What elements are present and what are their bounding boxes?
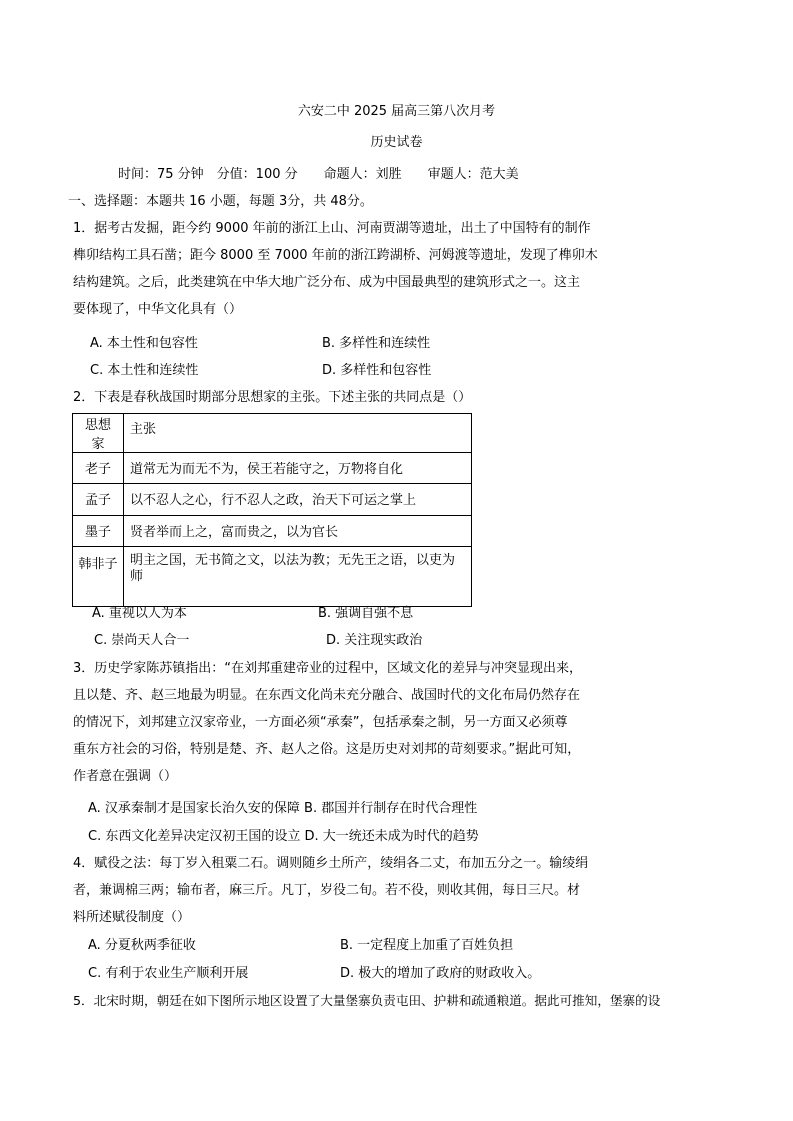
- q1-line-3: 结构建筑。之后，此类建筑在中华大地广泛分布、成为中国最典型的建筑形式之一。这主: [73, 275, 581, 290]
- table-row: [73, 484, 472, 516]
- table-cell-claim: [124, 547, 472, 607]
- q3-line-2: 且以楚、齐、赵三地最为明显。在东西文化尚未充分融合、战国时代的文化布局仍然存在: [73, 688, 581, 703]
- q1-option-c: C. 本土性和连续性: [90, 363, 199, 378]
- q3-options-cd: C. 东西文化差异决定汉初王国的设立 D. 大一统还未成为时代的趋势: [88, 829, 479, 844]
- q1-line-2: 榫卯结构工具石凿；距今 8000 至 7000 年前的浙江跨湖桥、河姆渡等遗址，发现了榫卯木: [73, 248, 598, 263]
- q3-line-1: 3．历史学家陈苏镇指出：“在刘邦重建帝业的过程中，区域文化的差异与冲突显现出来，: [73, 661, 583, 676]
- q2-option-b: B. 强调自强不息: [318, 606, 414, 621]
- table-cell-thinker: 老子: [73, 453, 124, 484]
- table-row: [73, 547, 472, 607]
- table-cell-thinker: 韩非子: [73, 547, 124, 607]
- table-header-row: [73, 414, 472, 453]
- section-heading: 一、选择题：本题共 16 小题，每题 3分，共 48分。: [68, 194, 373, 209]
- q1-option-a: A. 本土性和包容性: [90, 336, 198, 351]
- q4-option-b: B. 一定程度上加重了百姓负担: [340, 938, 514, 953]
- q1-line-4: 要体现了，中华文化具有（）: [73, 302, 243, 317]
- q2-option-a: A. 重视以人为本: [92, 606, 187, 621]
- q3-line-3: 的情况下，刘邦建立汉家帝业，一方面必须“承秦”，包括承秦之制，另一方面又必须尊: [73, 715, 568, 730]
- table-row: [73, 453, 472, 484]
- exam-title: 六安二中 2025 届高三第八次月考: [297, 104, 496, 119]
- q2-option-d: D. 关注现实政治: [326, 633, 423, 648]
- q4-option-c: C. 有利于农业生产顺利开展: [88, 966, 249, 981]
- q1-option-d: D. 多样性和包容性: [322, 363, 432, 378]
- q4-line-1: 4．赋役之法：每丁岁入租粟二石。调则随乡土所产，绫绢各二丈，布加五分之一。输绫绢: [73, 856, 589, 871]
- table-cell-claim: 贤者举而上之，富而贵之，以为官长: [124, 516, 472, 547]
- q2-stem: 2．下表是春秋战国时期部分思想家的主张。下述主张的共同点是（）: [73, 390, 472, 405]
- q4-option-d: D. 极大的增加了政府的财政收入。: [340, 966, 541, 981]
- table-header-cell: 主张: [124, 414, 472, 453]
- thinkers-table: [72, 413, 472, 607]
- table-cell-claim: 道常无为而无不为，侯王若能守之，万物将自化: [124, 453, 472, 484]
- q4-line-3: 料所述赋役制度（）: [73, 910, 191, 925]
- exam-subject: 历史试卷: [370, 135, 423, 150]
- q4-line-2: 者，兼调棉三两；输布者，麻三斤。凡丁，岁役二旬。若不役，则收其佣，每日三尺。材: [73, 883, 581, 898]
- q3-options-ab: A. 汉承秦制才是国家长治久安的保障 B. 郡国并行制存在时代合理性: [88, 801, 478, 816]
- table-claim-text: 明主之国，无书简之文，以法为教；无先王之语，以吏为师: [130, 553, 456, 584]
- table-cell-claim: 以不忍人之心，行不忍人之政，治天下可运之掌上: [124, 484, 472, 516]
- q2-option-c: C. 崇尚天人合一: [94, 633, 190, 648]
- q1-line-1: 1．据考古发掘，距今约 9000 年前的浙江上山、河南贾湖等遗址，出土了中国特有的制作: [73, 221, 591, 236]
- exam-meta: 时间：75 分钟 分值：100 分 命题人：刘胜 审题人：范大美: [118, 167, 519, 182]
- q3-line-4: 重东方社会的习俗，特别是楚、齐、赵人之俗。这是历史对刘邦的苛刻要求。”据此可知，: [73, 742, 581, 757]
- table-header-cell: 思想家: [73, 414, 124, 453]
- q3-line-5: 作者意在强调（）: [73, 769, 178, 784]
- table-row: [73, 516, 472, 547]
- table-cell-thinker: 孟子: [73, 484, 124, 516]
- table-cell-thinker: 墨子: [73, 516, 124, 547]
- q4-option-a: A. 分夏秋两季征收: [88, 938, 196, 953]
- q5-stem: 5．北宋时期，朝廷在如下图所示地区设置了大量堡寨负责屯田、护耕和疏通粮道。据此可推知，堡寨的设: [73, 993, 661, 1008]
- q1-option-b: B. 多样性和连续性: [322, 336, 431, 351]
